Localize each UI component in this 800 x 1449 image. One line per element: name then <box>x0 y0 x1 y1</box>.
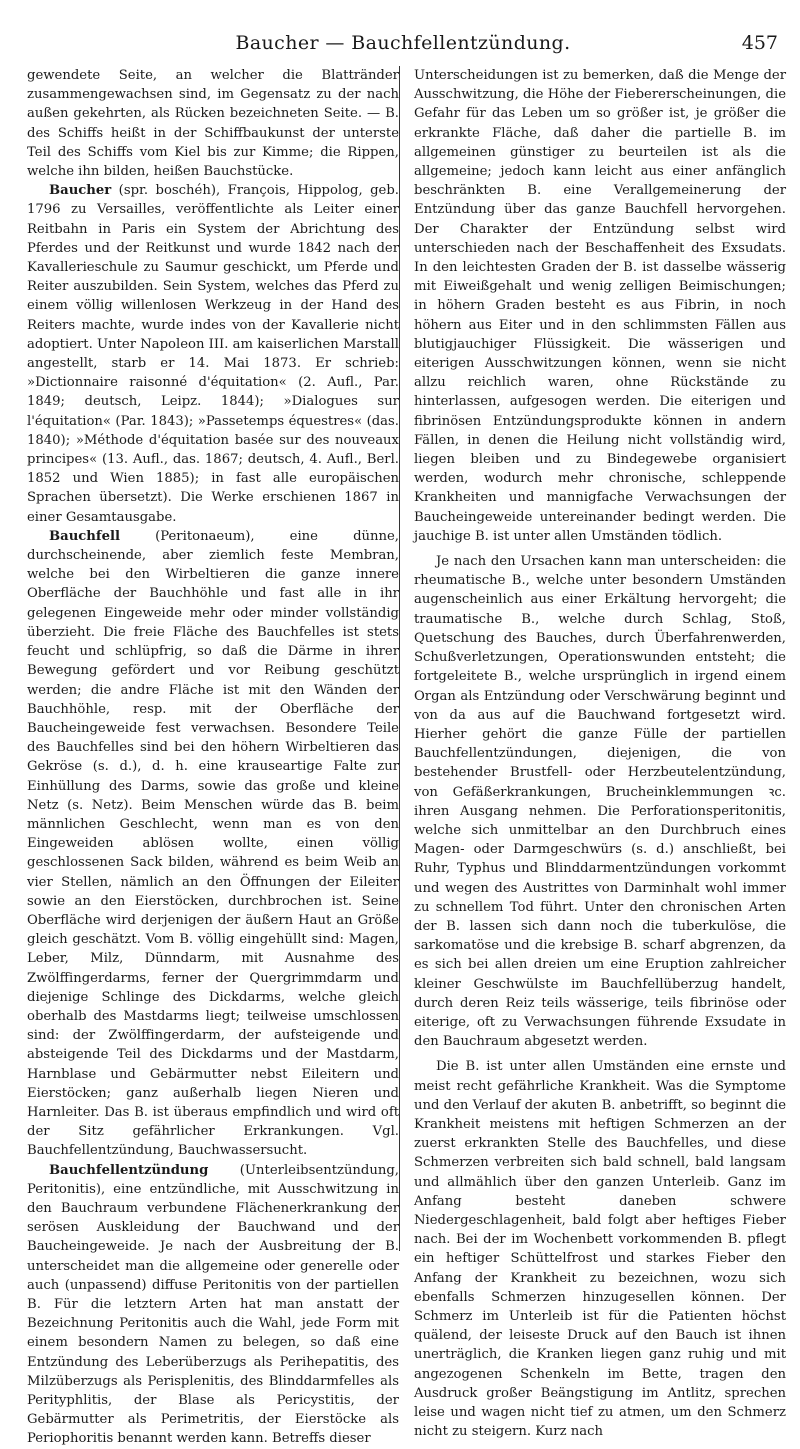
paragraph-exsudate: Unterscheidungen ist zu bemerken, daß die Menge der Ausschwitzung, die Höhe der Fiebererscheinungen, die Gefahr für das Leben um so größer ist, je größer die erkrankte Fläche, daß daher die partielle B. im allgemeinen günstiger zu beurteilen ist als die allgemeine; jedoch kann leicht aus einer anfänglich beschränkten B. eine Verallgemeinerung der Entzündung über das ganze Bauchfell hervorgehen. Der Charakter der Entzündung selbst wird unterschieden nach der Beschaffenheit des Exsudats. In den leichtesten Graden der B. ist dasselbe wässerig mit Eiweißgehalt und wenig zelligen Beimischungen; in höhern Graden besteht es aus Fibrin, in noch höhern aus Eiter und in den schlimmsten Fällen aus blutigjauchiger Flüssigkeit. Die wässerigen und eiterigen Ausschwitzungen können, wenn sie nicht allzu reichlich waren, ohne Rückstände zu hinterlassen, aufgesogen werden. Die eiterigen und fibrinösen Entzündungsprodukte können in andern Fällen, in denen die Heilung nicht vollständig wird, liegen bleiben und zu Bindegewebe organisiert werden, wodurch mehr chronische, schleppende Krankheiten und mannigfache Verwachsungen der Baucheingeweide untereinander bedingt werden. Die jauchige B. ist unter allen Umständen tödlich. <box>414 68 786 544</box>
headword-baucher: Baucher <box>49 183 112 199</box>
page-header <box>28 32 778 60</box>
paragraph-symptome: Die B. ist unter allen Umständen eine ernste und meist recht gefährliche Krankheit. Was die Symptome und den Verlauf der akuten B. anbetrifft, so beginnt die Krankheit meistens mit heftigen Schmerzen an der zuerst erkrankten Stelle des Bauchfelles, und diese Schmerzen verbreiten sich bald schnell, bald langsam und allmählich über den ganzen Unterleib. Ganz im Anfang besteht daneben schwere Niedergeschlagenheit, bald folgt aber heftiges Fieber nach. Bei der im Wochenbett vorkommenden B. pflegt ein heftiger Schüttelfrost und starkes Fieber den Anfang der Krankheit zu bezeichnen, wozu sich ebenfalls Schmerzen hinzugesellen können. Der Schmerz im Unterleib ist für die Patienten höchst quälend, der leiseste Druck auf den Bauch ist ihnen unerträglich, die Kranken liegen ganz ruhig und mit angezogenen Schenkeln im Bette, tragen den Ausdruck großer Beängstigung im Antlitz, sprechen leise und wagen nicht tief zu atmen, um den Schmerz nicht zu steigern. Kurz nach <box>414 1059 786 1440</box>
left-column <box>27 66 399 1449</box>
entry-baucher <box>27 181 399 527</box>
continued-paragraph: gewendete Seite, an welcher die Blattränder zusammengewachsen sind, im Gegensatz zu der nach außen gekehrten, als Rücken bezeichneten Seite. — B. des Schiffs heißt in der Schiffbaukunst der unterste Teil des Schiffs vom Kiel bis zur Kimme; die Rippen, welche ihn bilden, heißen Bauchstücke. <box>27 68 399 180</box>
column-divider <box>399 66 400 1251</box>
entry-baucher-text: (spr. boschéh), François, Hippolog, geb. 1796 zu Versailles, veröffentlichte als Leiter einer Reitbahn in Paris ein System der Abrichtung des Pferdes und der Reitkunst und wurde 1842 nach der Kavallerieschule zu Saumur geschickt, um Pferde und Reiter auszubilden. Sein System, welches das Pferd zu einem völlig willenlosen Werkzeug in der Hand des Reiters machte, wurde indes von der Kavallerie nicht adoptiert. Unter Napoleon III. am kaiserlichen Marstall angestellt, starb er 14. Mai 1873. Er schrieb: »Dictionnaire raisonné d'équitation« (2. Aufl., Par. 1849; deutsch, Leipz. 1844); »Dialogues sur l'équitation« (Par. 1843); »Passetemps équestres« (das. 1840); »Méthode d'équitation basée sur des nouveaux principes« (13. Aufl., das. 1867; deutsch, 4. Aufl., Berl. 1852 und Wien 1885); in fast alle europäischen Sprachen übersetzt). Die Werke erschienen 1867 in einer Gesamtausgabe. <box>27 183 399 525</box>
entry-bauchfellentzuendung-text: (Unterleibsentzündung, Peritonitis), eine entzündliche, mit Ausschwitzung in den Bauchraum verbundene Flächenerkrankung der serösen Auskleidung der Bauchwand und der Baucheingeweide. Je nach der Ausbreitung der B. unterscheidet man die allgemeine oder generelle oder auch (unpassend) diffuse Peritonitis von der partiellen B. Für die letztern Arten hat man anstatt der Bezeichnung Peritonitis auch die Wahl, jede Form mit einem besondern Namen zu belegen, so daß eine Entzündung des Leberüberzugs als Perihepatitis, des Milzüberzugs als Perisplenitis, des Blinddarmfelles als Perityphlitis, der Blase als Pericystitis, der Gebärmutter als Perimetritis, der Eierstöcke als Periophoritis benannt werden kann. Betreffs dieser <box>27 1162 399 1447</box>
page-number: 457 <box>741 32 778 54</box>
headword-bauchfellentzuendung: Bauchfellentzündung <box>49 1162 209 1178</box>
entry-bauchfell-text: (Peritonaeum), eine dünne, durchscheinende, aber ziemlich feste Membran, welche bei den Wirbeltieren die ganze innere Oberfläche der Bauchhöhle und fast alle in ihr gelegenen Eingeweide mehr oder minder vollständig überzieht. Die freie Fläche des Bauchfelles ist stets feucht und schlüpfrig, so daß die Därme in ihrer Bewegung gefördert und vor Reibung geschützt werden; die andre Fläche ist mit den Wänden der Bauchhöhle, resp. mit der Oberfläche der Baucheingeweide fest verwachsen. Besondere Teile des Bauchfelles sind bei den höhern Wirbeltieren das Gekröse (s. d.), d. h. eine krauseartige Falte zur Einhüllung des Darms, sowie das große und kleine Netz (s. Netz). Beim Menschen würde das B. beim männlichen Geschlecht, wenn man es von den Eingeweiden ablösen wollte, einen völlig geschlossenen Sack bilden, während es beim Weib an vier Stellen, nämlich an den Öffnungen der Eileiter sowie an den Eierstöcken, durchbrochen ist. Seine Oberfläche wird derjenigen der äußern Haut an Größe gleich geschätzt. Vom B. völlig eingehüllt sind: Magen, Leber, Milz, Dünndarm, mit Ausnahme des Zwölffingerdarms, ferner der Quergrimmdarm und diejenige Schlinge des Dickdarms, welche gleich oberhalb des Mastdarms liegt; teilweise umschlossen sind: der Zwölffingerdarm, der aufsteigende und absteigende Teil des Dickdarms und der Mastdarm, Harnblase und Gebärmutter nebst Eileitern und Eierstöcken; ganz außerhalb liegen Nieren und Harnleiter. Das B. ist überaus empfindlich und wird oft der Sitz gefährlicher Erkrankungen. Vgl. Bauchfellentzündung, Bauchwassersucht. <box>27 528 399 1159</box>
entry-bauchfellentzuendung <box>27 1161 399 1449</box>
right-column <box>414 66 786 1441</box>
entry-bauchfell <box>27 527 399 1161</box>
headword-bauchfell: Bauchfell <box>49 528 120 544</box>
paragraph-ursachen: Je nach den Ursachen kann man unterscheiden: die rheumatische B., welche unter besondern Umständen augenscheinlich aus einer Erkältung hervorgeht; die traumatische B., welche durch Schlag, Stoß, Quetschung des Bauches, durch Überfahrenwerden, Schußverletzungen, Operationswunden entsteht; die fortgeleitete B., welche ursprünglich in irgend einem Organ als Entzündung oder Verschwärung beginnt und von da aus auf die Bauchwand fortgesetzt wird. Hierher gehört die ganze Fülle der partiellen Bauchfellentzündungen, diejenigen, die von bestehender Brustfell- oder Herzbeutelentzündung, von Gefäßerkrankungen, Brucheinklemmungen ꝛc. ihren Ausgang nehmen. Die Perforationsperitonitis, welche sich unmittelbar an den Durchbruch eines Magen- oder Darmgeschwürs (s. d.) anschließt, bei Ruhr, Typhus und Blinddarmentzündungen vorkommt und wegen des Austrittes von Darminhalt wohl immer zu schnellem Tod führt. Unter den chronischen Arten der B. lassen sich dann noch die tuberkulöse, die sarkomatöse und die krebsige B. scharf abgrenzen, da es sich bei allen dreien um eine Eruption zahlreicher kleiner Geschwülste im Bauchfellüberzug handelt, durch deren Reiz teils wässerige, teils fibrinöse oder eiterige, oft zu Verwachsungen führende Exsudate in den Bauchraum abgesetzt werden. <box>414 554 786 1050</box>
running-title: Baucher — Bauchfellentzündung. <box>235 32 571 54</box>
